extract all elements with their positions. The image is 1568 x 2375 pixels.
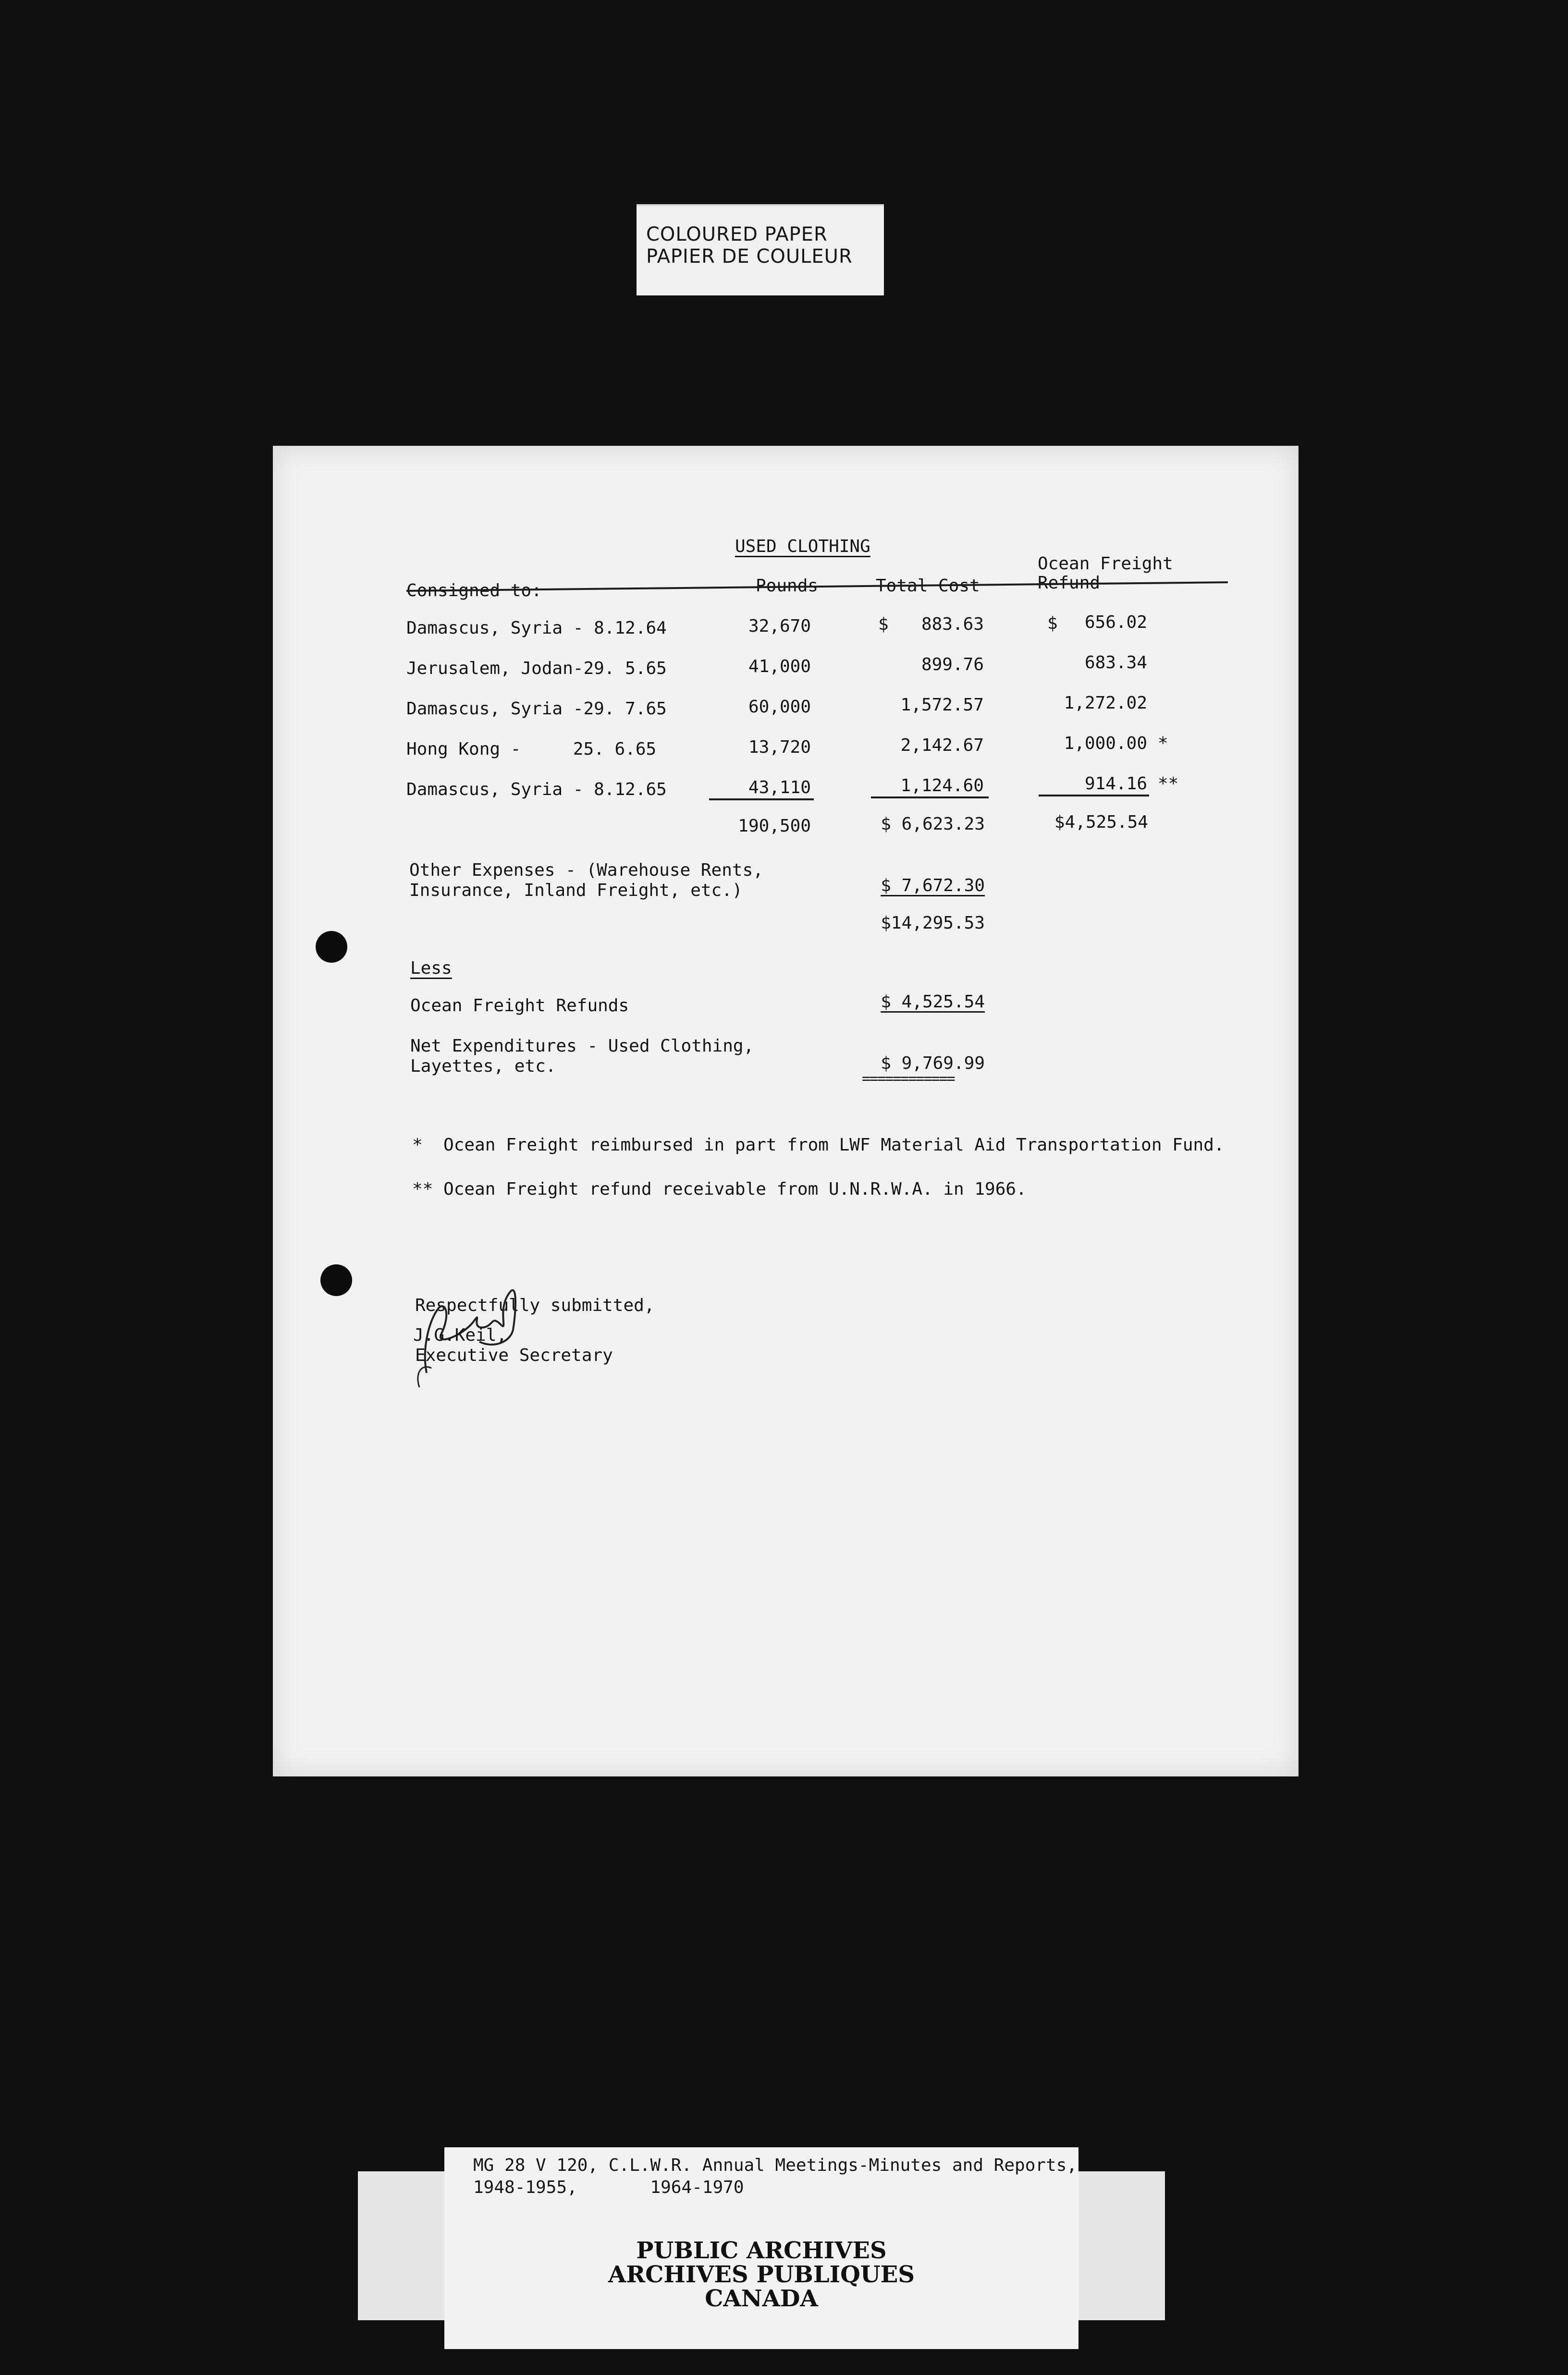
net-expenditures-amount: $ 9,769.99 bbox=[881, 1053, 985, 1073]
header-refund-line2: Refund bbox=[1038, 573, 1101, 593]
punch-hole bbox=[316, 931, 347, 963]
row-refund: 1,000.00 bbox=[1064, 734, 1147, 753]
ocean-refunds-label: Ocean Freight Refunds bbox=[410, 996, 629, 1016]
total-pounds: 190,500 bbox=[738, 816, 811, 836]
row-pounds: 43,110 bbox=[748, 778, 811, 797]
total-refund: $4,525.54 bbox=[1054, 812, 1148, 832]
ocean-refunds-amount: $ 4,525.54 bbox=[881, 992, 985, 1012]
row-pounds: 32,670 bbox=[748, 616, 811, 636]
row-footnote-mark: * bbox=[1158, 734, 1168, 753]
subtotal-amount: $14,295.53 bbox=[881, 913, 985, 933]
archive-reference-text bbox=[473, 2155, 1077, 2199]
row-total-cost: 883.63 bbox=[921, 614, 984, 634]
punch-hole bbox=[320, 1264, 352, 1296]
stamp-archives-publiques: ARCHIVES PUBLIQUES bbox=[608, 2261, 915, 2288]
other-expenses-amount: $ 7,672.30 bbox=[881, 876, 985, 895]
row-refund: 914.16 bbox=[1084, 774, 1147, 794]
reference-line2: 1948-1955, 1964-1970 bbox=[473, 2178, 744, 2197]
signer-name: J.G.Keil, bbox=[413, 1325, 507, 1345]
row-footnote-mark: ** bbox=[1158, 774, 1179, 794]
stamp-canada: CANADA bbox=[705, 2285, 818, 2312]
cost-total-rule bbox=[871, 796, 989, 798]
reference-line1: MG 28 V 120, C.L.W.R. Annual Meetings-Minutes and Reports, bbox=[473, 2155, 1078, 2175]
signer-title: Executive Secretary bbox=[415, 1346, 613, 1365]
row-destination: Hong Kong - 25. 6.65 bbox=[406, 739, 657, 759]
row-pounds: 60,000 bbox=[748, 697, 811, 717]
label-line-english: COLOURED PAPER bbox=[646, 223, 828, 245]
row-pounds: 41,000 bbox=[748, 657, 811, 676]
label-line-french: PAPIER DE COULEUR bbox=[646, 245, 853, 268]
row-total-cost: 899.76 bbox=[921, 655, 984, 674]
row-refund: 656.02 bbox=[1084, 612, 1147, 632]
row-destination: Damascus, Syria - 8.12.64 bbox=[406, 618, 667, 638]
net-expenditures-line1: Net Expenditures - Used Clothing, bbox=[410, 1036, 754, 1056]
row-total-cost: 1,572.57 bbox=[900, 695, 984, 715]
document-title: USED CLOTHING bbox=[735, 537, 870, 556]
coloured-paper-label bbox=[637, 204, 884, 295]
row-refund: 683.34 bbox=[1084, 653, 1147, 673]
row-total-cost: 1,124.60 bbox=[900, 776, 984, 796]
row-pounds: 13,720 bbox=[748, 737, 811, 757]
other-expenses-line2: Insurance, Inland Freight, etc.) bbox=[409, 881, 743, 900]
row-destination: Jerusalem, Jodan-29. 5.65 bbox=[406, 659, 667, 678]
row-refund: 1,272.02 bbox=[1064, 693, 1147, 713]
row-total-cost: 2,142.67 bbox=[900, 735, 984, 755]
footnote-double-star: ** Ocean Freight refund receivable from U.N.R.W.A. in 1966. bbox=[412, 1179, 1027, 1199]
refund-total-rule bbox=[1039, 795, 1149, 796]
document-page bbox=[273, 446, 1298, 1776]
net-expenditures-line2: Layettes, etc. bbox=[410, 1056, 556, 1076]
row-refund-prefix: $ bbox=[1047, 613, 1058, 633]
row-cost-prefix: $ bbox=[878, 614, 889, 634]
net-double-rule: ============ bbox=[862, 1070, 955, 1087]
stamp-public-archives: PUBLIC ARCHIVES bbox=[636, 2237, 887, 2264]
header-consigned: Consigned to: bbox=[406, 581, 542, 600]
header-refund-line1: Ocean Freight bbox=[1038, 554, 1173, 574]
row-destination: Damascus, Syria - 8.12.65 bbox=[406, 780, 667, 799]
less-label: Less bbox=[410, 958, 452, 978]
other-expenses-line1: Other Expenses - (Warehouse Rents, bbox=[409, 860, 763, 880]
closing-text: Respectfully submitted, bbox=[415, 1296, 655, 1315]
row-destination: Damascus, Syria -29. 7.65 bbox=[406, 699, 667, 719]
total-cost: $ 6,623.23 bbox=[881, 814, 985, 834]
footnote-single-star: * Ocean Freight reimbursed in part from LWF Material Aid Transportation Fund. bbox=[412, 1135, 1225, 1155]
pounds-total-rule bbox=[709, 798, 814, 800]
